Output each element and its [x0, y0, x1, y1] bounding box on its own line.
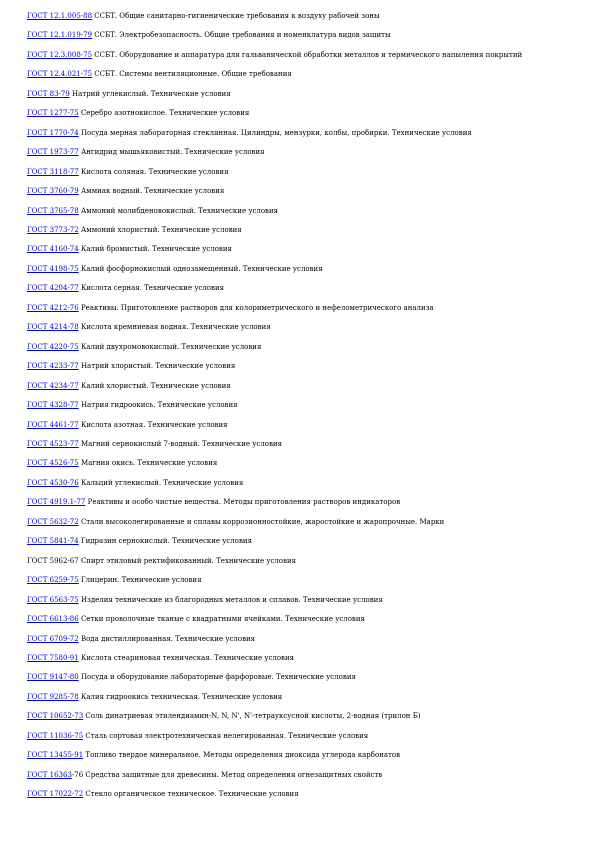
standard-title: Сетки проволочные тканые с квадратными ячейками. Технические условия — [78, 615, 365, 624]
standard-link[interactable]: ГОСТ 12.1.019-79 — [27, 31, 93, 40]
standard-title: Кислота соляная. Технические условия — [78, 167, 229, 176]
list-item — [27, 129, 585, 138]
standard-title: Магния окись. Технические условия — [78, 459, 218, 468]
standard-link[interactable]: ГОСТ 6259-75 — [27, 576, 79, 585]
standard-link[interactable]: ГОСТ 9147-80 — [27, 673, 79, 682]
standard-title: Спирт этиловый ректификованный. Технические условия — [78, 556, 297, 565]
list-item — [27, 343, 585, 352]
standard-title: Аммоний хлористый. Технические условия — [78, 225, 242, 234]
list-item — [27, 576, 585, 585]
list-item — [27, 226, 585, 235]
list-item — [27, 596, 585, 605]
standard-link[interactable]: ГОСТ 4198-75 — [27, 264, 79, 273]
list-item — [27, 790, 585, 799]
standard-title: Посуда и оборудование лабораторные фарфоровые. Технические условия — [78, 673, 356, 682]
list-item — [27, 518, 585, 527]
standard-link[interactable]: ГОСТ 3765-78 — [27, 206, 79, 215]
standard-title: ССБТ. Электробезопасность. Общие требования и номенклатура видов защиты — [92, 31, 391, 40]
list-item — [27, 109, 585, 118]
standard-title: Калий бромистый. Технические условия — [78, 245, 232, 254]
list-item — [27, 479, 585, 488]
standard-title: ССБТ. Общие санитарно-гигиенические требования к воздуху рабочей зоны — [92, 12, 380, 20]
standard-link[interactable]: ГОСТ 7580-91 — [27, 653, 79, 662]
standard-link[interactable]: ГОСТ 4530-76 — [27, 478, 79, 487]
list-item — [27, 284, 585, 293]
standard-link[interactable]: ГОСТ 4233-77 — [27, 362, 79, 371]
list-item — [27, 751, 585, 760]
list-item — [27, 712, 585, 721]
standard-title: Глицерин. Технические условия — [78, 576, 202, 585]
standard-link[interactable]: ГОСТ 12.1.005-88 — [27, 12, 93, 20]
list-item — [27, 51, 585, 60]
standard-title: Стекло органическое техническое. Технические условия — [83, 790, 299, 799]
standard-title: Ангидрид мышьяковистый. Технические условия — [78, 148, 265, 157]
standard-title: Калия гидроокись техническая. Технические условия — [78, 692, 283, 701]
list-item — [27, 207, 585, 216]
standard-link[interactable]: ГОСТ 12.3.008-75 — [27, 50, 93, 59]
list-item — [27, 382, 585, 391]
standard-title: ССБТ. Оборудование и аппаратура для гальванической обработки металлов и термического напыления покрытий — [92, 50, 523, 59]
standard-link[interactable]: ГОСТ 17022-72 — [27, 790, 84, 799]
standard-link[interactable]: ГОСТ 3773-72 — [27, 225, 79, 234]
list-item — [27, 70, 585, 79]
standard-link[interactable]: ГОСТ 4234-77 — [27, 381, 79, 390]
list-item — [27, 90, 585, 99]
list-item — [27, 265, 585, 274]
standard-title: Натрий хлористый. Технические условия — [78, 362, 236, 371]
standard-title: Реактивы. Приготовление растворов для колориметрического и нефелометрического анализа — [78, 303, 434, 312]
list-item — [27, 304, 585, 313]
list-item — [27, 635, 585, 644]
standard-link[interactable]: ГОСТ 12.4.021-75 — [27, 70, 93, 79]
list-item — [27, 187, 585, 196]
list-item — [27, 245, 585, 254]
standard-title: Соль динатриевая этилендиамин-N, N, N', N'-тетрауксусной кислоты, 2-водная (трилон Б) — [83, 712, 421, 721]
list-item — [27, 732, 585, 741]
standard-title: Аммиак водный. Технические условия — [78, 187, 225, 196]
list-item — [27, 362, 585, 371]
standard-link[interactable]: ГОСТ 1770-74 — [27, 128, 79, 137]
list-item — [27, 421, 585, 430]
standard-link[interactable]: ГОСТ 3118-77 — [27, 167, 79, 176]
standard-link[interactable]: ГОСТ 4220-75 — [27, 342, 79, 351]
standard-link[interactable]: ГОСТ 13455-91 — [27, 751, 84, 760]
list-item — [27, 323, 585, 332]
standard-title: Стали высоколегированные и сплавы коррозионностойкие, жаростойкие и жаропрочные. Марки — [78, 517, 445, 526]
standard-link[interactable]: ГОСТ 4526-75 — [27, 459, 79, 468]
list-item — [27, 401, 585, 410]
standard-link[interactable]: ГОСТ 4160-74 — [27, 245, 79, 254]
standard-link[interactable]: ГОСТ 5841-74 — [27, 537, 79, 546]
standard-link[interactable]: ГОСТ 9285-78 — [27, 692, 79, 701]
standard-title: Магний сернокислый 7-водный. Технические условия — [78, 439, 283, 448]
list-item — [27, 31, 585, 40]
standard-title: ССБТ. Системы вентиляционные. Общие требования — [92, 70, 292, 79]
standard-title: Кислота серная. Технические условия — [78, 284, 225, 293]
standard-link[interactable]: ГОСТ 4919.1-77 — [27, 498, 86, 507]
standard-link[interactable]: ГОСТ 1973-77 — [27, 148, 79, 157]
standard-title: Гидразин сернокислый. Технические условия — [78, 537, 253, 546]
standard-link[interactable]: ГОСТ 11036-75 — [27, 731, 84, 740]
standard-link[interactable]: ГОСТ 3760-79 — [27, 187, 79, 196]
standard-link[interactable]: ГОСТ 4212-76 — [27, 303, 79, 312]
standard-title: Серебро азотнокислое. Технические условия — [78, 109, 250, 118]
standard-link[interactable]: ГОСТ 83-79 — [27, 89, 70, 98]
standard-title: Посуда мерная лабораторная стеклянная. Цилиндры, мензурки, колбы, пробирки. Технические условия — [78, 128, 472, 137]
list-item — [27, 537, 585, 546]
standard-title: Натрий углекислый. Технические условия — [69, 89, 231, 98]
list-item — [27, 693, 585, 702]
list-item — [27, 615, 585, 624]
standards-list — [27, 12, 585, 810]
standard-title: Кислота кремниевая водная. Технические условия — [78, 323, 271, 332]
standard-title: Кислота стеариновая техническая. Технические условия — [78, 653, 295, 662]
list-item — [27, 168, 585, 177]
list-item — [27, 498, 585, 507]
standard-link[interactable]: ГОСТ 5632-72 — [27, 517, 79, 526]
standard-title: -76 Средства защитные для древесины. Метод определения огнезащитных свойств — [71, 770, 383, 779]
list-item — [27, 654, 585, 663]
standard-link[interactable]: ГОСТ 16363 — [27, 770, 72, 779]
standard-link[interactable]: ГОСТ 4328-77 — [27, 401, 79, 410]
list-item — [27, 440, 585, 449]
list-item — [27, 148, 585, 157]
standard-title: Калий фосфорнокислый однозамещенный. Технические условия — [78, 264, 323, 273]
standard-link[interactable]: ГОСТ 6613-86 — [27, 615, 79, 624]
list-item — [27, 557, 585, 566]
standard-title: Вода дистиллированная. Технические условия — [78, 634, 256, 643]
standard-title: Сталь сортовая электротехническая нелегированная. Технические условия — [83, 731, 369, 740]
standard-link[interactable]: ГОСТ 4204-77 — [27, 284, 79, 293]
standard-title: Реактивы и особо чистые вещества. Методы приготовления растворов индикаторов — [85, 498, 401, 507]
standard-title: Натрия гидроокись. Технические условия — [78, 401, 238, 410]
standard-link[interactable]: ГОСТ 4461-77 — [27, 420, 79, 429]
standard-link[interactable]: ГОСТ 10652-73 — [27, 712, 84, 721]
standard-title: Топливо твердое минеральное. Методы определения диоксида углерода карбонатов — [83, 751, 401, 760]
standard-link[interactable]: ГОСТ 4214-78 — [27, 323, 79, 332]
standard-title: Кальций углекислый. Технические условия — [78, 478, 244, 487]
standard-title: Кислота азотная. Технические условия — [78, 420, 228, 429]
standard-title: Калий хлористый. Технические условия — [78, 381, 231, 390]
standard-link[interactable]: ГОСТ 6709-72 — [27, 634, 79, 643]
list-item — [27, 771, 585, 780]
standard-title: Аммоний молибденовокислый. Технические условия — [78, 206, 279, 215]
standard-title: Калий двухромовокислый. Технические условия — [78, 342, 262, 351]
list-item — [27, 12, 585, 21]
standard-title: Изделия технические из благородных металлов и сплавов. Технические условия — [78, 595, 383, 604]
standard-code: ГОСТ 5962-67 — [27, 556, 79, 565]
standard-link[interactable]: ГОСТ 4523-77 — [27, 439, 79, 448]
standard-link[interactable]: ГОСТ 6563-75 — [27, 595, 79, 604]
list-item — [27, 459, 585, 468]
list-item — [27, 673, 585, 682]
standard-link[interactable]: ГОСТ 1277-75 — [27, 109, 79, 118]
